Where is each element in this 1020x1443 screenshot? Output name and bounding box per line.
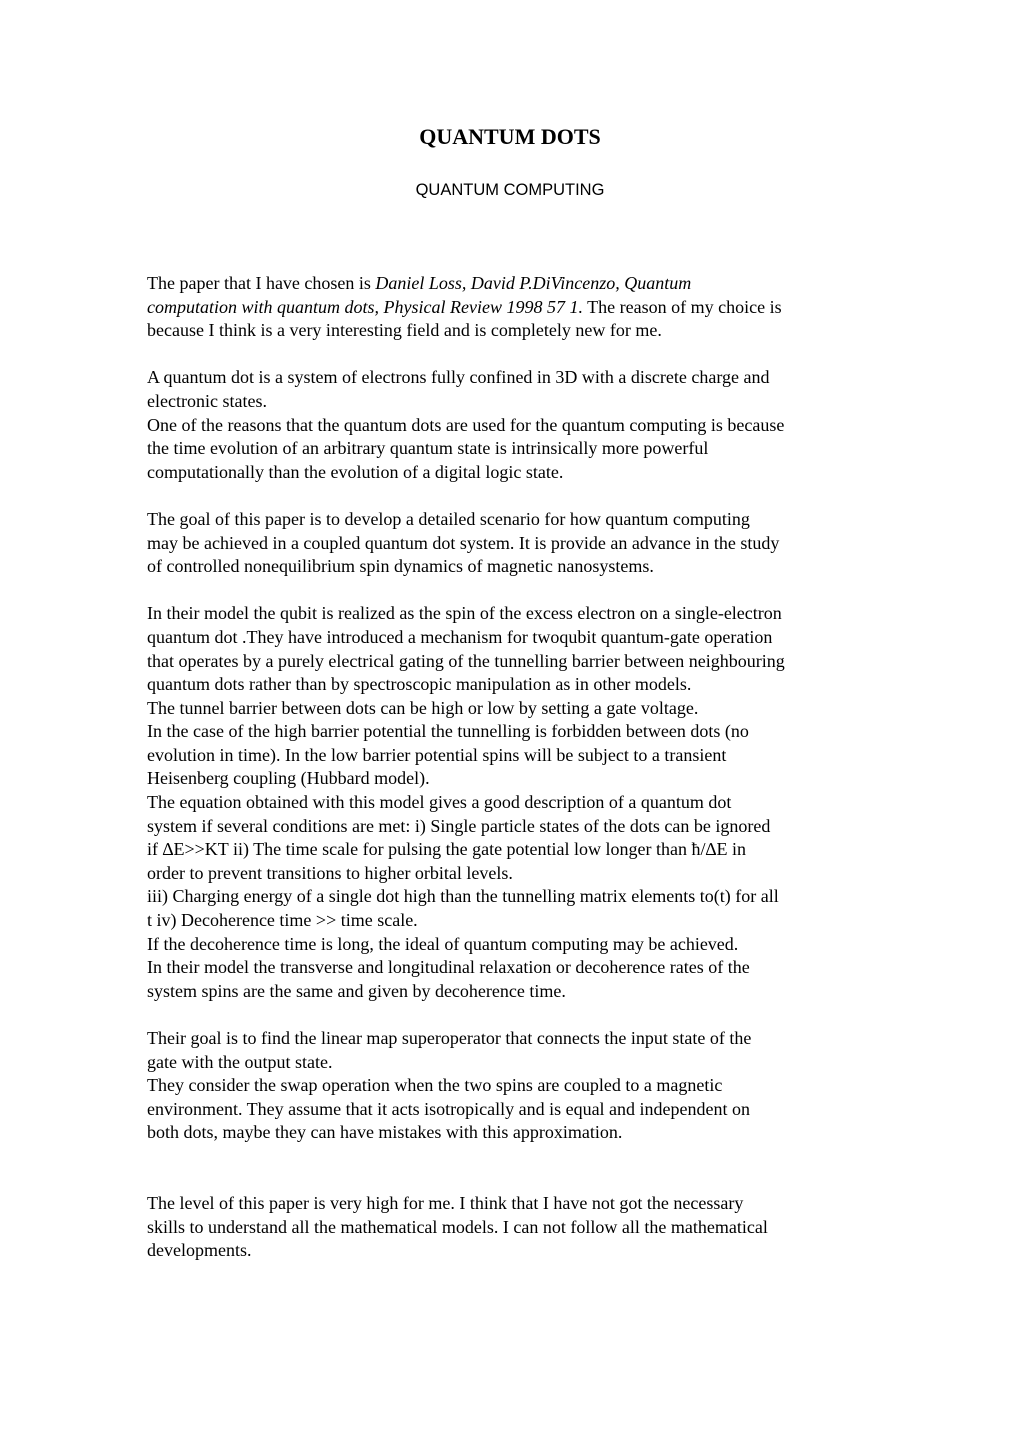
paragraph-line: evolution in time). In the low barrier potential spins will be subject to a transient: [147, 744, 727, 765]
paragraph-line: that operates by a purely electrical gating of the tunnelling barrier between neighbouring: [147, 650, 785, 671]
paragraph-line: developments.: [147, 1240, 252, 1261]
paragraph-line: may be achieved in a coupled quantum dot system. It is provide an advance in the study: [147, 532, 780, 553]
paragraph-line: In their model the transverse and longitudinal relaxation or decoherence rates of the: [147, 957, 750, 978]
paragraph-line: One of the reasons that the quantum dots are used for the quantum computing is because: [147, 414, 785, 435]
paragraph-line: system spins are the same and given by decoherence time.: [147, 980, 566, 1001]
paragraph-line: [147, 296, 887, 320]
paragraph-line: iii) Charging energy of a single dot high than the tunnelling matrix elements to(t) for all: [147, 886, 779, 907]
paragraph-line: The equation obtained with this model gives a good description of a quantum dot: [147, 792, 732, 813]
paragraph-line: [147, 272, 887, 296]
paragraph-line: gate with the output state.: [147, 1051, 333, 1072]
paragraph-quantum-dot-definition: [147, 366, 887, 484]
paragraph-line: In their model the qubit is realized as the spin of the excess electron on a single-electron: [147, 603, 782, 624]
paragraph-line: environment. They assume that it acts isotropically and is equal and independent on: [147, 1098, 751, 1119]
citation-text: Daniel Loss, David P.DiVincenzo, Quantum: [375, 273, 692, 293]
document-subtitle: QUANTUM COMPUTING: [415, 181, 605, 199]
paragraph-line: quantum dot .They have introduced a mechanism for twoqubit quantum-gate operation: [147, 626, 773, 647]
paragraph-line: In the case of the high barrier potential the tunnelling is forbidden between dots (no: [147, 721, 749, 742]
citation-text: computation with quantum dots, Physical Review 1998 57 1.: [147, 296, 583, 317]
paragraph-line: A quantum dot is a system of electrons fully confined in 3D with a discrete charge and: [147, 367, 770, 388]
paragraph-line: skills to understand all the mathematical models. I can not follow all the mathematical: [147, 1216, 768, 1237]
paragraph-line: If the decoherence time is long, the ideal of quantum computing may be achieved.: [147, 933, 739, 954]
paragraph-line: Heisenberg coupling (Hubbard model).: [147, 768, 430, 789]
paragraph-model: [147, 602, 887, 1003]
paragraph-line: of controlled nonequilibrium spin dynamics of magnetic nanosystems.: [147, 556, 654, 577]
paragraph-paper-choice: [147, 272, 887, 343]
document-body: [147, 272, 887, 1287]
paragraph-line: the time evolution of an arbitrary quantum state is intrinsically more powerful: [147, 438, 709, 459]
paragraph-line: t iv) Decoherence time >> time scale.: [147, 910, 418, 931]
paragraph-line: electronic states.: [147, 390, 267, 411]
text-run: The paper that I have chosen is: [147, 273, 376, 293]
paragraph-superoperator: [147, 1027, 887, 1145]
paragraph-line: because I think is a very interesting field and is completely new for me.: [147, 320, 662, 341]
paragraph-line: system if several conditions are met: i) Single particle states of the dots can be ignored: [147, 815, 771, 836]
text-run: The reason of my choice is: [582, 296, 782, 317]
paragraph-line: quantum dots rather than by spectroscopic manipulation as in other models.: [147, 674, 692, 695]
paragraph-line: They consider the swap operation when the two spins are coupled to a magnetic: [147, 1075, 723, 1096]
document-title: QUANTUM DOTS: [419, 124, 601, 149]
paragraph-line: The tunnel barrier between dots can be high or low by setting a gate voltage.: [147, 697, 699, 718]
paragraph-line: The level of this paper is very high for me. I think that I have not got the necessary: [147, 1193, 744, 1214]
paragraph-line: if ∆E>>KT ii) The time scale for pulsing the gate potential low longer than ħ/∆E in: [147, 839, 747, 860]
paragraph-conclusion: [147, 1192, 887, 1263]
paragraph-goal: [147, 508, 887, 579]
paragraph-line: The goal of this paper is to develop a detailed scenario for how quantum computing: [147, 508, 750, 529]
paragraph-line: computationally than the evolution of a digital logic state.: [147, 461, 564, 482]
paragraph-line: order to prevent transitions to higher orbital levels.: [147, 862, 513, 883]
paragraph-line: Their goal is to find the linear map superoperator that connects the input state of the: [147, 1028, 752, 1048]
paragraph-line: both dots, maybe they can have mistakes with this approximation.: [147, 1122, 623, 1143]
